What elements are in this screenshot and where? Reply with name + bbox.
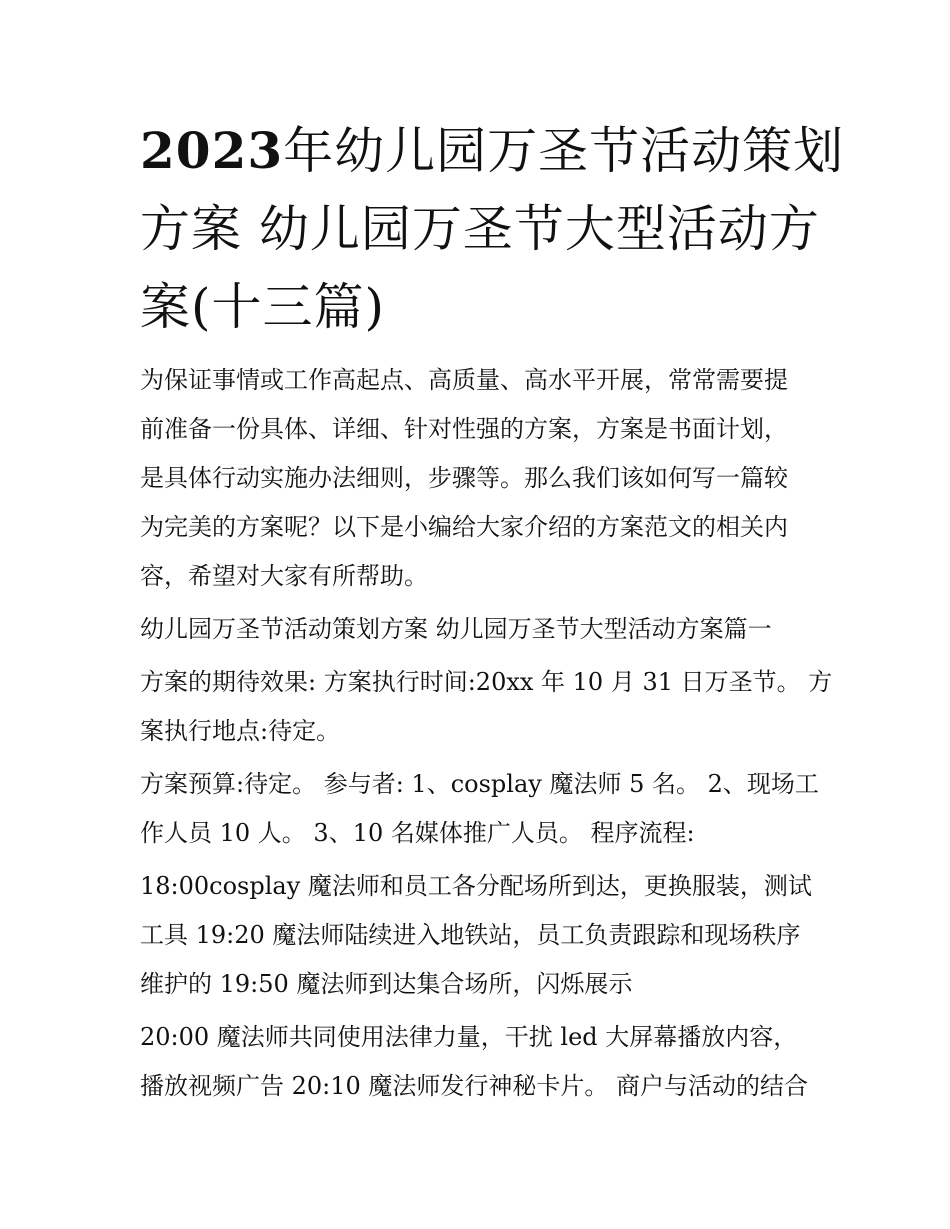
document-page xyxy=(140,112,845,1111)
document-title xyxy=(140,112,845,346)
section-heading-paragraph xyxy=(140,605,820,654)
intro-paragraph xyxy=(140,356,820,601)
section-heading-line: 幼儿园万圣节活动策划方案 幼儿园万圣节大型活动方案篇一 xyxy=(140,615,772,643)
title-line-1 xyxy=(140,112,845,190)
schedule-1-line-2: 工具 19:20 魔法师陆续进入地铁站，员工负责跟踪和现场秩序 xyxy=(140,921,801,949)
title-year: 2023 xyxy=(140,121,284,180)
intro-line-2: 前准备一份具体、详细、针对性强的方案，方案是书面计划， xyxy=(140,415,788,443)
budget-line-1: 方案预算:待定。 参与者: 1、cosplay 魔法师 5 名。 2、现场工 xyxy=(140,770,819,798)
budget-paragraph xyxy=(140,760,820,858)
expected-effect-line-1: 方案的期待效果: 方案执行时间:20xx 年 10 月 31 日万圣节。 方 xyxy=(140,668,833,696)
intro-line-5: 容，希望对大家有所帮助。 xyxy=(140,562,428,590)
title-line-2: 方案 幼儿园万圣节大型活动方 xyxy=(140,200,820,258)
expected-effect-line-2: 案执行地点:待定。 xyxy=(140,717,341,745)
schedule-paragraph-2 xyxy=(140,1013,820,1111)
expected-effect-paragraph xyxy=(140,658,833,756)
intro-line-3: 是具体行动实施办法细则，步骤等。那么我们该如何写一篇较 xyxy=(140,464,788,492)
schedule-2-line-1: 20:00 魔法师共同使用法律力量，干扰 led 大屏幕播放内容， xyxy=(140,1023,798,1051)
schedule-2-line-2: 播放视频广告 20:10 魔法师发行神秘卡片。 商户与活动的结合 xyxy=(140,1072,809,1100)
intro-line-1: 为保证事情或工作高起点、高质量、高水平开展，常常需要提 xyxy=(140,366,788,394)
schedule-paragraph-1 xyxy=(140,862,820,1009)
budget-line-2: 作人员 10 人。 3、10 名媒体推广人员。 程序流程: xyxy=(140,819,695,847)
title-line-1-text: 年幼儿园万圣节活动策划 xyxy=(283,122,845,180)
schedule-1-line-1: 18:00cosplay 魔法师和员工各分配场所到达，更换服装，测试 xyxy=(140,872,812,900)
schedule-1-line-3: 维护的 19:50 魔法师到达集合场所，闪烁展示 xyxy=(140,970,633,998)
title-line-3: 案(十三篇) xyxy=(140,278,386,336)
intro-line-4: 为完美的方案呢？以下是小编给大家介绍的方案范文的相关内 xyxy=(140,513,788,541)
